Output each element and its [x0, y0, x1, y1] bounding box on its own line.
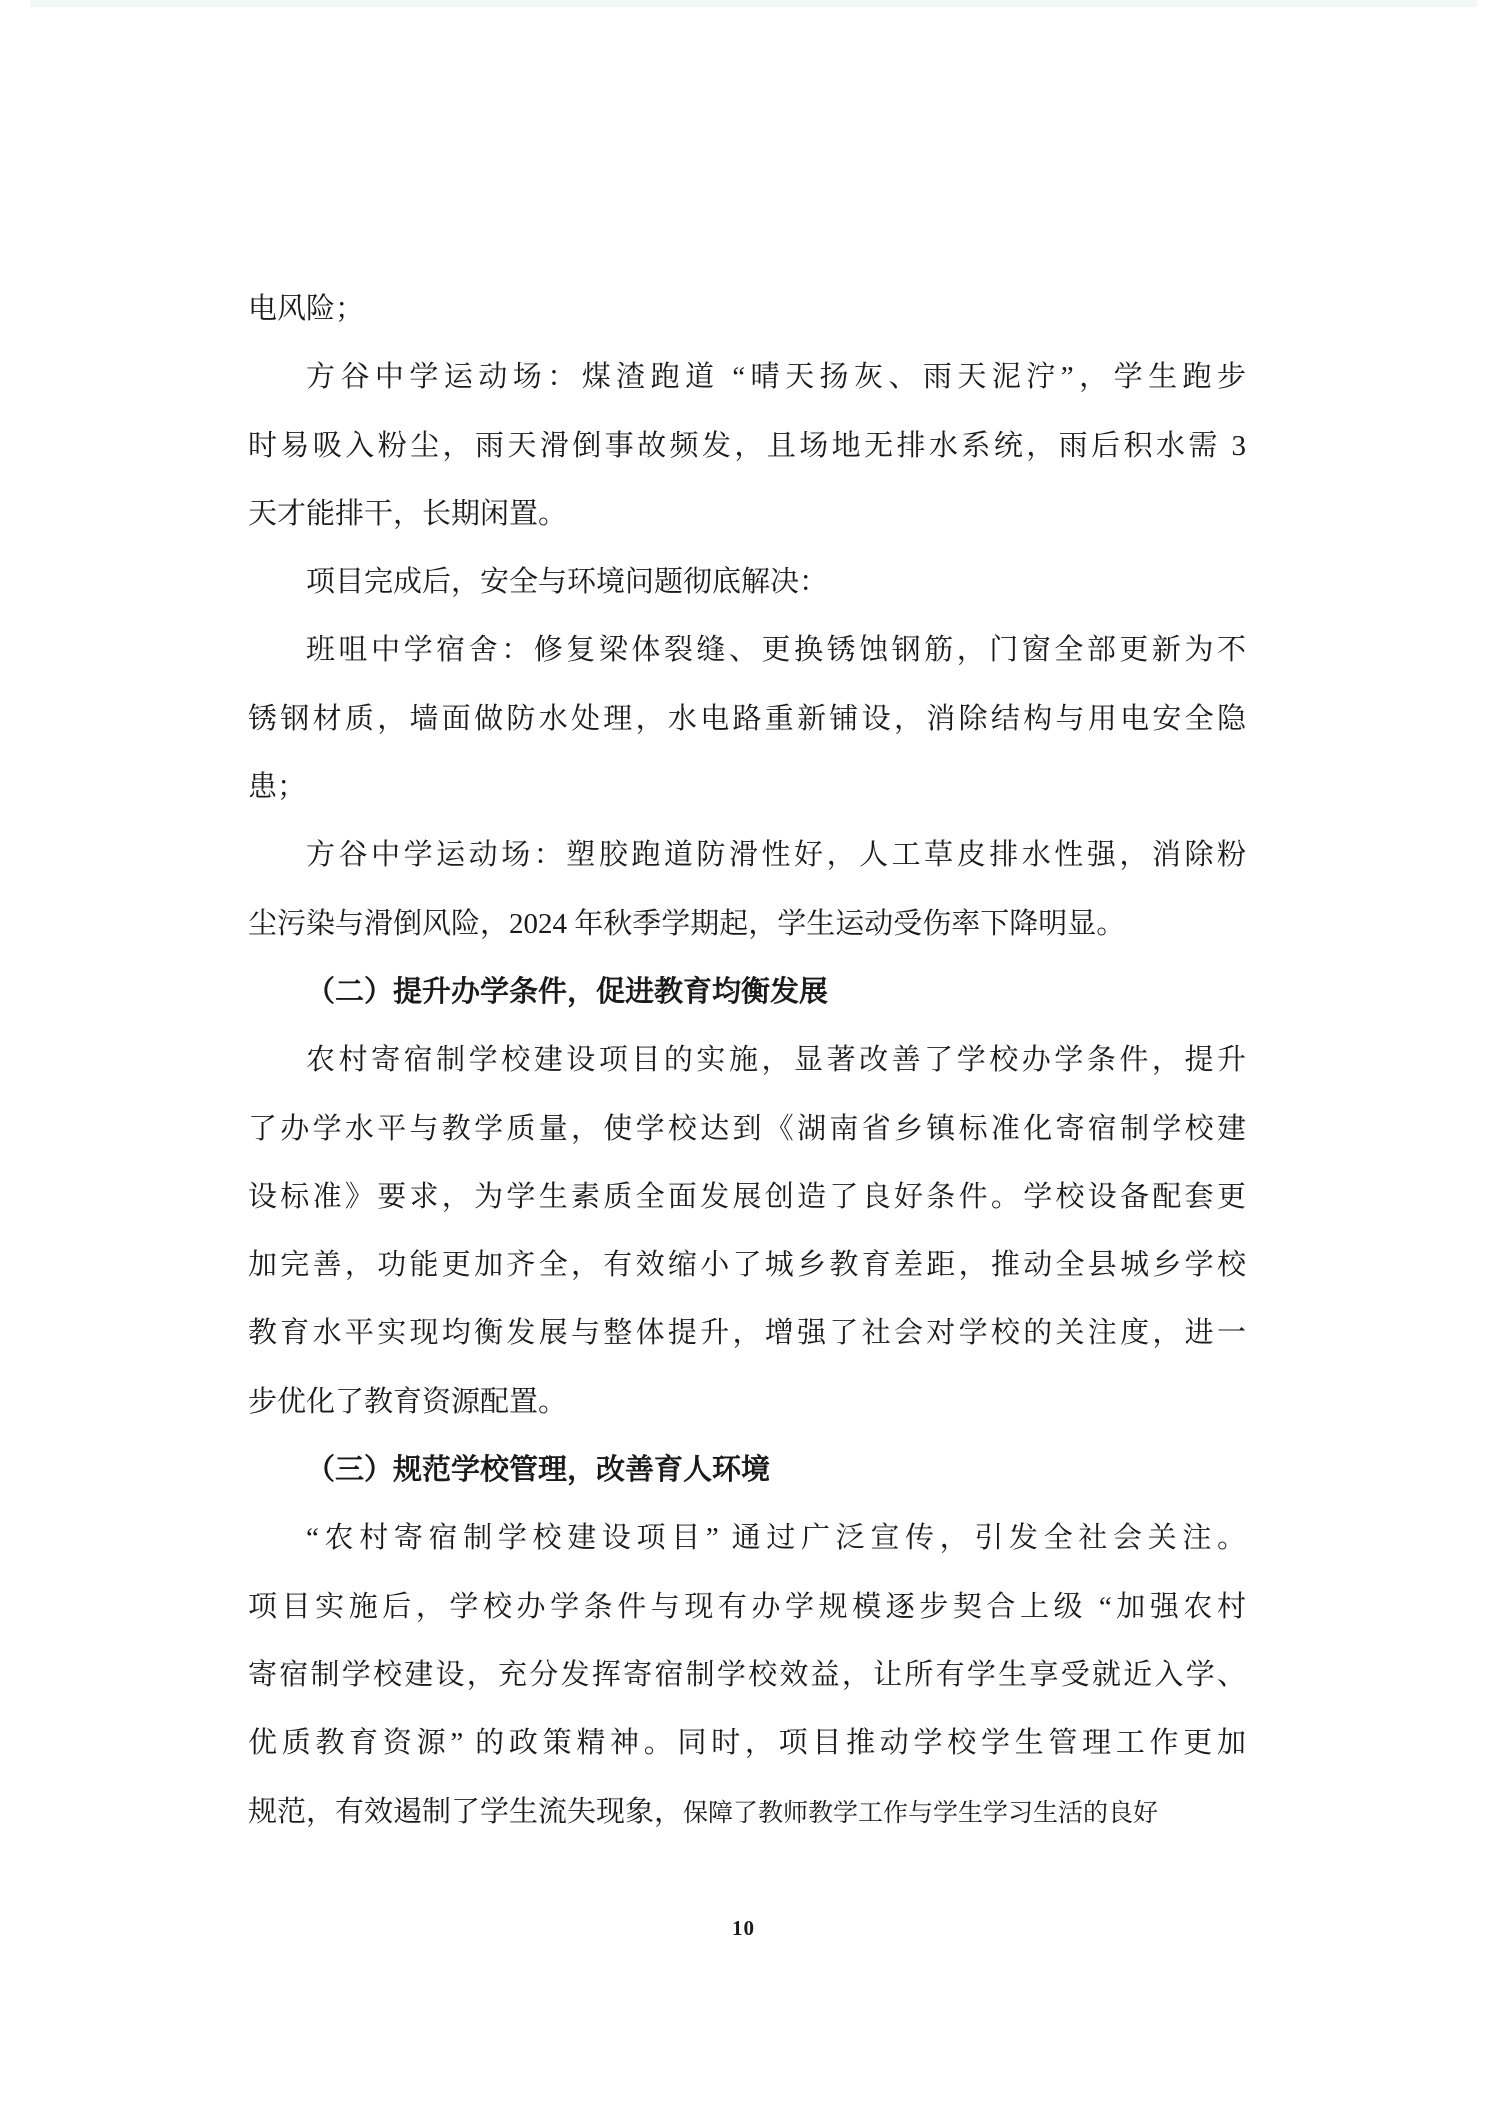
text-line	[248, 1231, 1246, 1299]
scan-artifact	[30, 0, 1477, 7]
text-line	[248, 1641, 1246, 1709]
text-run: 了办学水平与教学质量，使学校达到《湖南省乡镇标准化寄宿制学校建	[248, 1112, 1246, 1145]
text-run: 患；	[248, 771, 307, 804]
text-run: 锈钢材质，墙面做防水处理，水电路重新铺设，消除结构与用电安全隐	[248, 702, 1246, 735]
text-run: 规范，有效遏制了学生流失现象，	[248, 1795, 684, 1828]
text-line	[248, 1095, 1246, 1163]
text-line	[248, 275, 1246, 343]
text-run: 班咀中学宿舍：修复梁体裂缝、更换锈蚀钢筋，门窗全部更新为不	[306, 634, 1246, 667]
text-run: 天才能排干，长期闲置。	[248, 497, 568, 530]
text-run: 项目完成后，安全与环境问题彻底解决：	[306, 566, 829, 599]
text-line	[248, 1163, 1246, 1231]
text-line	[248, 1573, 1246, 1641]
text-line	[248, 1436, 1246, 1504]
text-run: 加完善，功能更加齐全，有效缩小了城乡教育差距，推动全县城乡学校	[248, 1249, 1246, 1282]
text-line	[248, 958, 1246, 1026]
text-run: 寄宿制学校建设，充分发挥寄宿制学校效益，让所有学生享受就近入学、	[248, 1658, 1246, 1691]
text-line	[248, 890, 1246, 958]
text-line	[248, 1299, 1246, 1367]
text-run: 教育水平实现均衡发展与整体提升，增强了社会对学校的关注度，进一	[248, 1317, 1246, 1350]
text-run: （三）规范学校管理，改善育人环境	[306, 1454, 771, 1487]
text-run: 电风险；	[248, 293, 365, 325]
text-run: “农村寄宿制学校建设项目” 通过广泛宣传，引发全社会关注。	[306, 1522, 1246, 1555]
text-run: 方谷中学运动场：塑胶跑道防滑性好，人工草皮排水性强，消除粉	[306, 839, 1246, 872]
text-line	[248, 412, 1246, 480]
text-run: 项目实施后，学校办学条件与现有办学规模逐步契合上级 “加强农村	[248, 1590, 1246, 1623]
text-line	[248, 548, 1246, 616]
text-run: 设标准》要求，为学生素质全面发展创造了良好条件。学校设备配套更	[248, 1180, 1246, 1213]
text-run: （二）提升办学条件，促进教育均衡发展	[306, 975, 829, 1008]
text-line	[248, 685, 1246, 753]
text-run: 农村寄宿制学校建设项目的实施，显著改善了学校办学条件，提升	[306, 1044, 1246, 1077]
text-run: 保障了教师教学工作与学生学习生活的良好	[683, 1799, 1159, 1827]
text-run: 尘污染与滑倒风险，2024 年秋季学期起，学生运动受伤率下降明显。	[248, 907, 1126, 940]
text-line	[248, 343, 1246, 411]
text-line	[248, 616, 1246, 684]
text-line	[248, 753, 1246, 821]
page-number: 10	[732, 1916, 755, 1940]
text-line	[248, 480, 1246, 548]
text-line	[248, 1709, 1246, 1777]
text-line	[248, 1368, 1246, 1436]
text-line	[248, 1778, 1246, 1848]
text-line	[248, 1026, 1246, 1094]
text-run: 时易吸入粉尘，雨天滑倒事故频发，且场地无排水系统，雨后积水需 3	[248, 429, 1246, 462]
text-run: 优质教育资源” 的政策精神。同时，项目推动学校学生管理工作更加	[248, 1727, 1246, 1760]
text-run: 步优化了教育资源配置。	[248, 1385, 568, 1418]
text-run: 方谷中学运动场：煤渣跑道 “晴天扬灰、雨天泥泞”，学生跑步	[306, 361, 1246, 394]
text-line	[248, 1504, 1246, 1572]
text-line	[248, 821, 1246, 889]
page-body-text	[248, 275, 1246, 1848]
